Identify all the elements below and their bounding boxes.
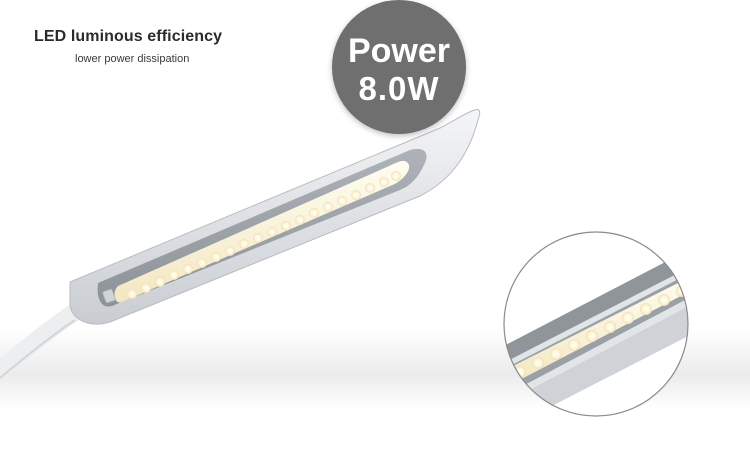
power-badge	[332, 0, 466, 134]
headline: LED luminous efficiency	[34, 28, 223, 45]
power-label: Power	[347, 31, 451, 70]
power-value: 8.0W	[358, 69, 440, 107]
subheadline: lower power dissipation	[75, 53, 190, 65]
